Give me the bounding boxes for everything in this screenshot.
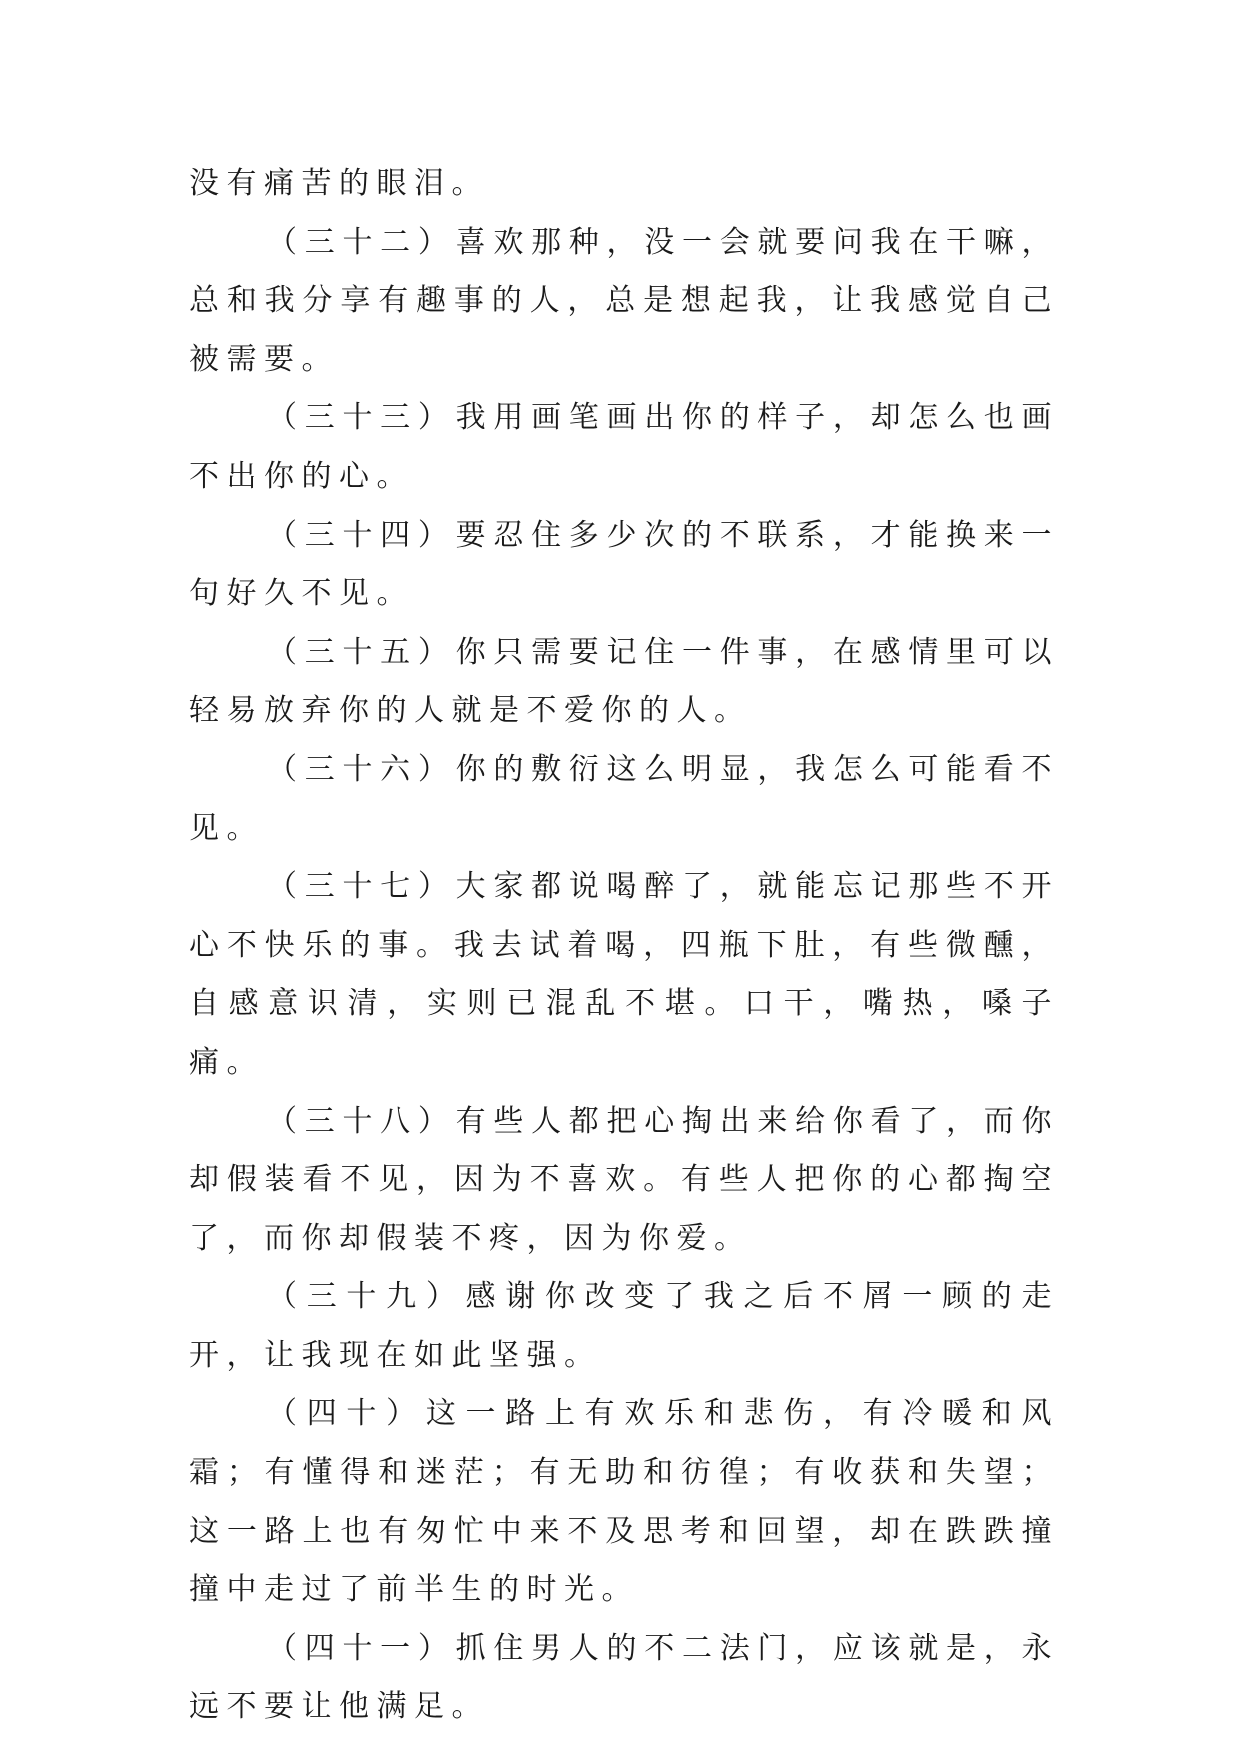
paragraph-38: （三十八）有些人都把心掏出来给你看了，而你却假装看不见，因为不喜欢。有些人把你的心都掏空了，而你却假装不疼，因为你爱。 [189, 1103, 1059, 1256]
paragraph-33: （三十三）我用画笔画出你的样子，却怎么也画不出你的心。 [189, 400, 1059, 494]
paragraph-41: （四十一）抓住男人的不二法门，应该就是，永远不要让他满足。 [189, 1630, 1059, 1725]
document-body [189, 155, 1059, 1737]
paragraph-36: （三十六）你的敷衍这么明显，我怎么可能看不见。 [189, 751, 1059, 846]
paragraph-continuation: 没有痛苦的眼泪。 [189, 166, 489, 201]
paragraph-37: （三十七）大家都说喝醉了，就能忘记那些不开心不快乐的事。我去试着喝，四瓶下肚，有些微醺，自感意识清，实则已混乱不堪。口干，嘴热，嗓子痛。 [189, 869, 1059, 1080]
paragraph-34: （三十四）要忍住多少次的不联系，才能换来一句好久不见。 [189, 517, 1059, 612]
paragraph-35: （三十五）你只需要记住一件事，在感情里可以轻易放弃你的人就是不爱你的人。 [189, 634, 1059, 729]
paragraph-40: （四十）这一路上有欢乐和悲伤，有冷暖和风霜；有懂得和迷茫；有无助和彷徨；有收获和失望；这一路上也有匆忙中来不及思考和回望，却在跌跌撞撞中走过了前半生的时光。 [189, 1396, 1059, 1608]
paragraph-32: （三十二）喜欢那种，没一会就要问我在干嘛，总和我分享有趣事的人，总是想起我，让我感觉自己被需要。 [189, 224, 1059, 377]
paragraph-39: （三十九）感谢你改变了我之后不屑一顾的走开，让我现在如此坚强。 [189, 1279, 1059, 1373]
